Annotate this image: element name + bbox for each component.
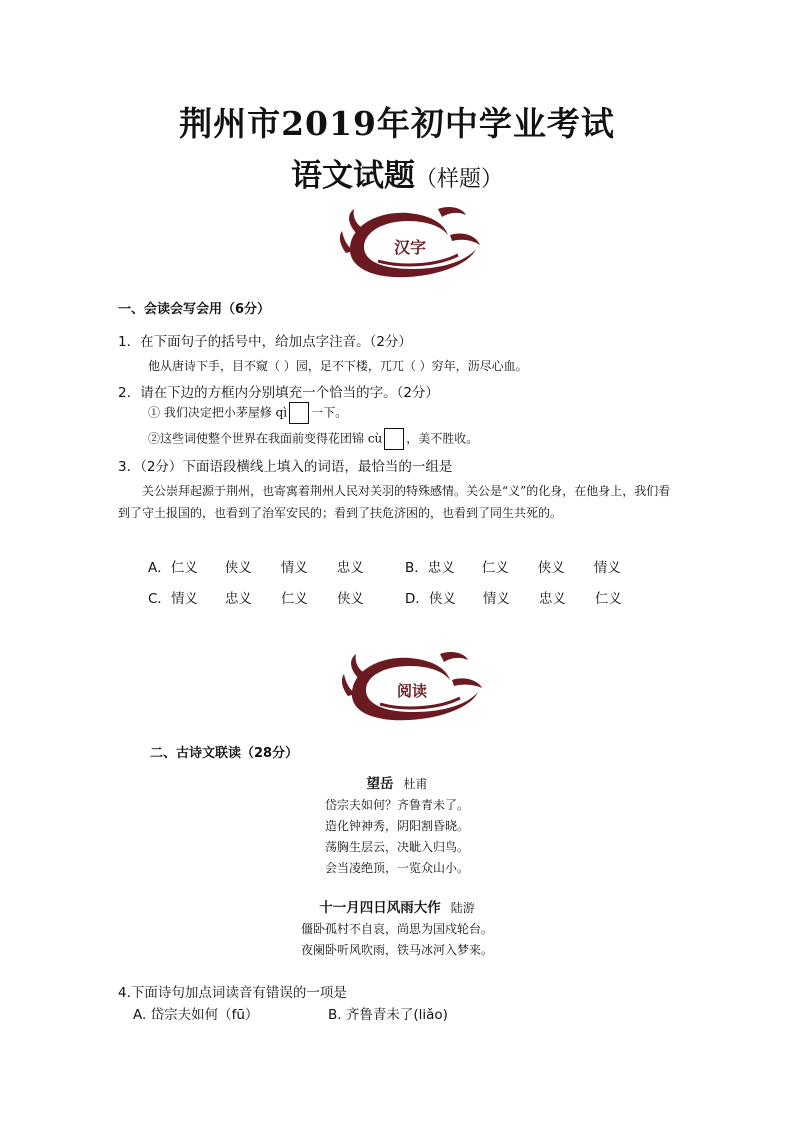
option-label: D． bbox=[405, 591, 429, 607]
hanzi-label: 汉字 bbox=[393, 238, 427, 257]
q3-prompt: 3．（2分）下面语段横线上填入的词语，最恰当的一组是 bbox=[118, 459, 453, 475]
option-word: 情义 bbox=[482, 591, 510, 607]
q2-line2-tail: ，美不胜收。 bbox=[406, 431, 479, 446]
option-word: 仁义 bbox=[170, 560, 198, 576]
poem2-header bbox=[0, 896, 794, 916]
yuedu-label: 阅读 bbox=[396, 682, 428, 700]
q2-answer-box-1[interactable] bbox=[289, 402, 309, 424]
option-word: 侠义 bbox=[428, 591, 456, 607]
poem2-line: 僵卧孤村不自哀，尚思为国戍轮台。 bbox=[300, 922, 493, 936]
q2-line1-tail: 一下。 bbox=[311, 405, 348, 420]
poem1-header bbox=[0, 772, 794, 792]
hanzi-emblem bbox=[338, 205, 488, 283]
q3-option-b[interactable] bbox=[405, 556, 621, 576]
option-label: C． bbox=[148, 591, 171, 607]
option-word: 情义 bbox=[593, 560, 621, 576]
section1-heading: 一、会读会写会用（6分） bbox=[118, 302, 271, 317]
exam-title: 荆州市2019年初中学业考试 bbox=[179, 104, 615, 143]
q3-option-d[interactable] bbox=[405, 587, 622, 607]
q3-option-c[interactable] bbox=[148, 587, 364, 607]
q2-line2-text: ②这些词使整个世界在我面前变得花团锦 cù bbox=[148, 431, 383, 446]
q4-option-b[interactable]: B. 齐鲁青未了(liǎo) bbox=[328, 1007, 448, 1023]
option-word: 忠义 bbox=[224, 591, 252, 607]
q2-line1-text: ① 我们决定把小茅屋修 qì bbox=[148, 405, 288, 420]
q2-answer-box-2[interactable] bbox=[384, 428, 404, 450]
option-word: 侠义 bbox=[537, 560, 565, 576]
poem1-line: 会当凌绝顶，一览众山小。 bbox=[324, 861, 469, 875]
q3-passage: 关公崇拜起源于荆州，也寄寓着荆州人民对关羽的特殊感情。关公是“义”的化身，在他身上，我们看到了守土报国的，也看到了治军安民的；看到了扶危济困的，也看到了同生共死的。 bbox=[118, 484, 671, 520]
poem1-title: 望岳 bbox=[366, 776, 394, 792]
option-word: 忠义 bbox=[336, 560, 364, 576]
option-word: 情义 bbox=[280, 560, 308, 576]
section2-heading: 二、古诗文联读（28分） bbox=[150, 746, 299, 761]
yuedu-emblem bbox=[340, 650, 490, 726]
q4-prompt: 4.下面诗句加点词读音有错误的一项是 bbox=[118, 985, 347, 1001]
subtitle-note: （样题） bbox=[414, 167, 503, 192]
option-word: 情义 bbox=[170, 591, 198, 607]
q2-line2 bbox=[148, 428, 478, 450]
dragon-swirl-icon bbox=[338, 205, 488, 283]
option-word: 侠义 bbox=[336, 591, 364, 607]
q1-prompt: 1．在下面句子的括号中，给加点字注音。（2分） bbox=[118, 334, 412, 350]
poem2-line: 夜阑卧听风吹雨，铁马冰河入梦来。 bbox=[300, 943, 493, 957]
poem1-line: 荡胸生层云，决眦入归鸟。 bbox=[324, 840, 469, 854]
poem1-author: 杜甫 bbox=[403, 777, 428, 791]
subtitle-main: 语文试题 bbox=[290, 158, 415, 194]
option-label: B． bbox=[405, 560, 428, 576]
poem1-line: 造化钟神秀，阴阳割昏晓。 bbox=[324, 819, 469, 833]
dragon-swirl-icon bbox=[340, 650, 490, 726]
q4-option-a[interactable]: A. 岱宗夫如何（fū） bbox=[133, 1007, 259, 1023]
exam-subtitle bbox=[0, 150, 794, 195]
q2-prompt: 2．请在下边的方框内分别填充一个恰当的字。（2分） bbox=[118, 385, 439, 401]
poem2-author: 陆游 bbox=[450, 901, 475, 915]
q3-option-a[interactable] bbox=[148, 556, 364, 576]
option-word: 忠义 bbox=[538, 591, 566, 607]
poem2-title: 十一月四日风雨大作 bbox=[319, 900, 441, 916]
option-word: 仁义 bbox=[280, 591, 308, 607]
option-label: A． bbox=[148, 560, 171, 576]
option-word: 仁义 bbox=[594, 591, 622, 607]
option-word: 侠义 bbox=[224, 560, 252, 576]
q2-line1 bbox=[148, 402, 347, 424]
poem1-line: 岱宗夫如何？齐鲁青未了。 bbox=[324, 798, 469, 812]
q1-sentence: 他从唐诗下手，目不窥（ ）园，足不下楼，兀兀（ ）穷年，沥尽心血。 bbox=[148, 359, 528, 373]
option-word: 仁义 bbox=[481, 560, 509, 576]
option-word: 忠义 bbox=[427, 560, 455, 576]
